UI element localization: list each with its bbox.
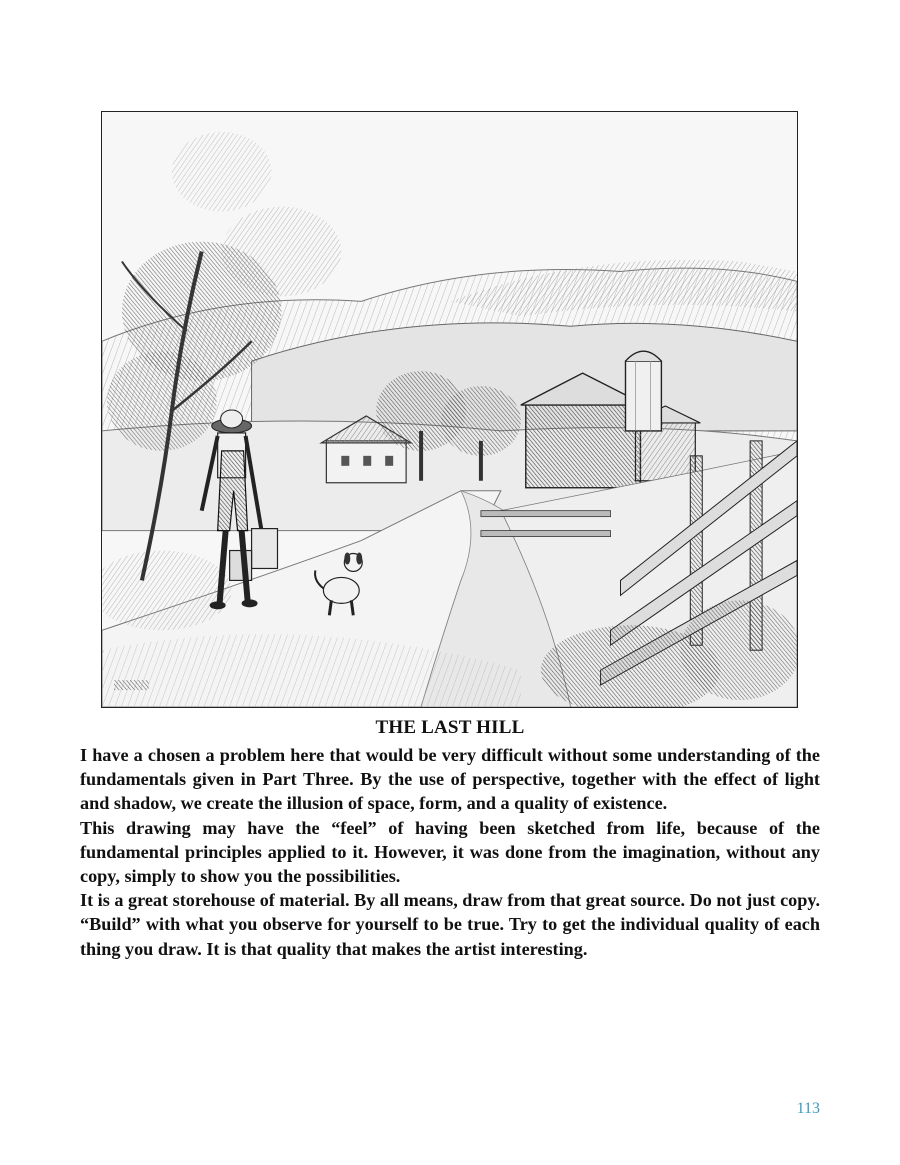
paragraph: It is a great storehouse of material. By all means, draw from that great source. Do not just copy. “Build” with what you observe for yourself to be true. Try to get the individual quality of each thing you draw. It is that quality that makes the artist interesting. xyxy=(80,890,820,959)
artist-signature xyxy=(114,680,149,690)
illustration-caption: THE LAST HILL xyxy=(375,717,525,738)
body-text xyxy=(80,743,820,961)
page-number: 113 xyxy=(796,1100,820,1117)
silo xyxy=(625,351,661,431)
landscape-illustration xyxy=(101,111,798,708)
pencil-drawing-icon xyxy=(102,112,797,707)
paragraph: I have a chosen a problem here that would be very difficult without some understanding of the fundamentals given in Part Three. By the use of perspective, together with the effect of light and shadow, we create the illusion of space, form, and a quality of existence. xyxy=(80,745,820,814)
paragraph: This drawing may have the “feel” of having been sketched from life, because of the fundamental principles applied to it. However, it was done from the imagination, without any copy, simply to show you the possibilities. xyxy=(80,817,820,887)
